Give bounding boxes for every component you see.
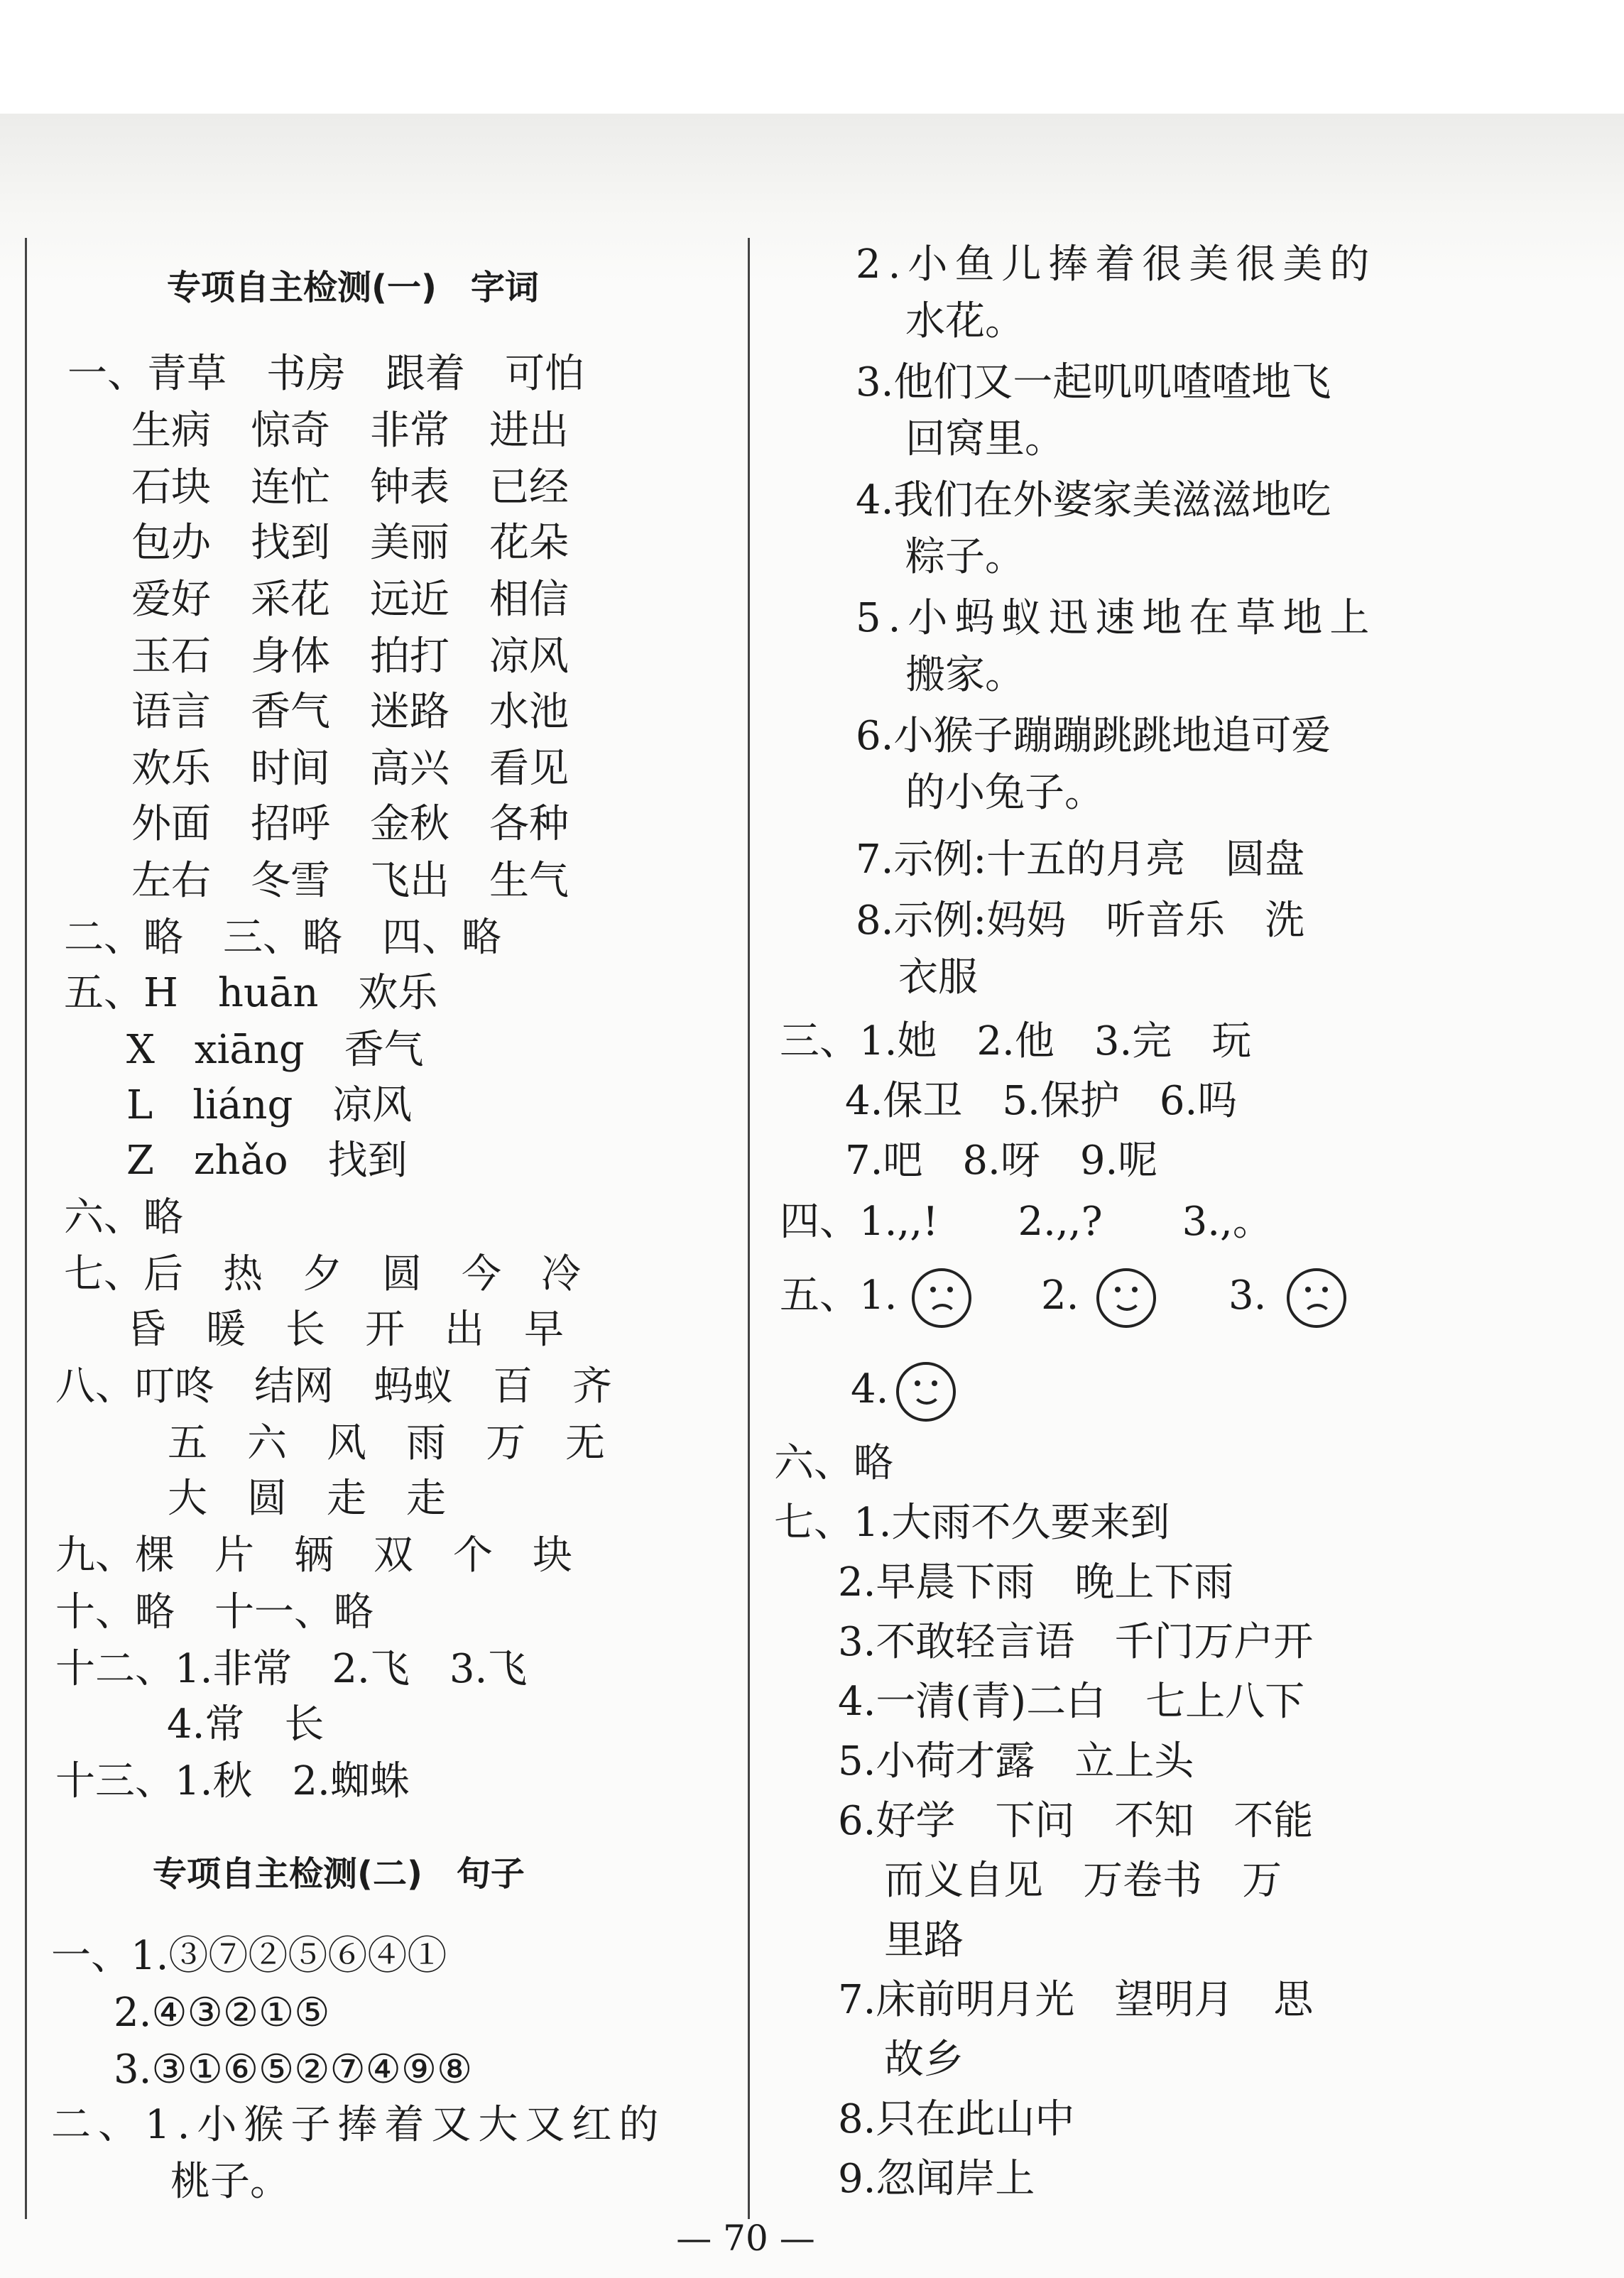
left-border-rule xyxy=(25,238,27,2219)
answer-line: 十二、1.非常 2.飞 3.飞 xyxy=(55,1646,528,1692)
column-divider xyxy=(748,238,750,2219)
answer-line: 昏 暖 长 开 出 早 xyxy=(126,1307,564,1353)
answer-line: 四、1.,,! 2.,,? 3.,。 xyxy=(780,1199,1273,1245)
answer-line: 2.④③②①⑤ xyxy=(114,1990,330,2036)
answer-line: 4.保卫 5.保护 6.吗 xyxy=(845,1078,1238,1124)
answer-line: 包办 找到 美丽 花朵 xyxy=(131,520,569,566)
section2-title: 专项自主检测(二) 句子 xyxy=(153,1854,525,1894)
answer-line: 9.忽闻岸上 xyxy=(838,2156,1035,2202)
answer-line: 六、略 xyxy=(774,1440,893,1486)
answer-line: 8.示例:妈妈 听音乐 洗 xyxy=(856,898,1305,944)
answer-line: 7.示例:十五的月亮 圆盘 xyxy=(856,836,1305,883)
answer-line: 一、1.③⑦②⑤⑥④① xyxy=(51,1933,447,1979)
answer-line: 4.一清(青)二白 七上八下 xyxy=(838,1679,1305,1725)
answer-line: 左右 冬雪 飞出 生气 xyxy=(131,858,569,904)
answer-line: 一、青草 书房 跟着 可怕 xyxy=(67,351,584,397)
answer-line: 石块 连忙 钟表 已经 xyxy=(131,464,569,511)
answer-line: 故乡 xyxy=(884,2037,964,2083)
answer-line: 二、略 三、略 四、略 xyxy=(64,915,501,961)
answer-line: 五 六 风 雨 万 无 xyxy=(168,1420,605,1466)
section1-title: 专项自主检测(一) 字词 xyxy=(167,268,539,307)
answer-line: X xiāng 香气 xyxy=(126,1027,424,1073)
answer-line: 2.小鱼儿捧着很美很美的 xyxy=(856,241,1377,288)
sad-face-icon xyxy=(1287,1268,1346,1328)
answer-line: Z zhǎo 找到 xyxy=(126,1138,408,1184)
answer-line: 五、1. xyxy=(780,1272,898,1319)
answer-line: 3.③①⑥⑤②⑦④⑨⑧ xyxy=(114,2047,473,2093)
answer-line: 欢乐 时间 高兴 看见 xyxy=(131,746,569,792)
answer-line: 5.小蚂蚁迅速地在草地上 xyxy=(856,595,1377,641)
answer-line: 3.不敢轻言语 千门万户开 xyxy=(838,1619,1314,1665)
answer-line: 5.小荷才露 立上头 xyxy=(838,1738,1194,1784)
answer-line: 4.常 长 xyxy=(167,1701,325,1748)
answer-line: 里路 xyxy=(884,1917,964,1963)
answer-line: 回窝里。 xyxy=(905,416,1064,462)
answer-line: 语言 香气 迷路 水池 xyxy=(131,689,569,735)
answer-line: 桃子。 xyxy=(170,2159,290,2205)
answer-line: 十三、1.秋 2.蜘蛛 xyxy=(55,1758,410,1804)
answer-line: 4. xyxy=(851,1366,889,1412)
smiley-face-icon xyxy=(896,1362,956,1422)
answer-line: 五、H huān 欢乐 xyxy=(64,970,438,1016)
answer-line: 搬家。 xyxy=(905,652,1025,698)
answer-line: 粽子。 xyxy=(905,534,1025,580)
answer-line: 7.床前明月光 望明月 思 xyxy=(838,1977,1314,2023)
answer-line: 衣服 xyxy=(898,954,978,1001)
smiley-face-icon xyxy=(1096,1268,1156,1328)
answer-line: 3.他们又一起叽叽喳喳地飞 xyxy=(856,359,1331,405)
answer-line: 九、棵 片 辆 双 个 块 xyxy=(55,1532,572,1579)
answer-line: 三、1.她 2.他 3.完 玩 xyxy=(780,1018,1252,1064)
answer-line: 七、后 热 夕 圆 今 冷 xyxy=(64,1251,581,1297)
answer-line: 十、略 十一、略 xyxy=(55,1589,374,1635)
answer-line: 8.只在此山中 xyxy=(838,2096,1075,2142)
page-number: — 70 — xyxy=(676,2218,815,2259)
answer-line: 而义自见 万卷书 万 xyxy=(884,1858,1282,1904)
top-margin xyxy=(0,0,1624,114)
answer-line: 水花。 xyxy=(905,298,1025,344)
answer-line: 3. xyxy=(1228,1272,1267,1319)
answer-line: 的小兔子。 xyxy=(905,770,1104,816)
answer-line: 七、1.大雨不久要来到 xyxy=(774,1500,1170,1546)
answer-line: 二、1.小猴子捧着又大又红的 xyxy=(51,2102,666,2148)
answer-line: 大 圆 走 走 xyxy=(168,1476,446,1522)
answer-line: 爱好 采花 远近 相信 xyxy=(131,577,569,623)
answer-line: 4.我们在外婆家美滋滋地吃 xyxy=(856,477,1331,523)
answer-line: 生病 惊奇 非常 进出 xyxy=(131,408,569,454)
answer-line: 2.早晨下雨 晚上下雨 xyxy=(838,1559,1234,1606)
answer-line: 外面 招呼 金秋 各种 xyxy=(131,801,569,847)
answer-line: 7.吧 8.呀 9.呢 xyxy=(845,1138,1158,1184)
answer-line: 2. xyxy=(1041,1272,1079,1319)
paper-texture xyxy=(0,114,1624,284)
answer-line: L liáng 凉风 xyxy=(126,1082,413,1128)
answer-line: 6.小猴子蹦蹦跳跳地追可爱 xyxy=(856,713,1331,759)
answer-line: 八、叮咚 结网 蚂蚁 百 齐 xyxy=(55,1363,612,1410)
answer-line: 6.好学 下问 不知 不能 xyxy=(838,1798,1314,1844)
sad-face-icon xyxy=(912,1268,971,1328)
answer-line: 玉石 身体 拍打 凉风 xyxy=(131,633,569,680)
answer-line: 六、略 xyxy=(64,1194,183,1241)
